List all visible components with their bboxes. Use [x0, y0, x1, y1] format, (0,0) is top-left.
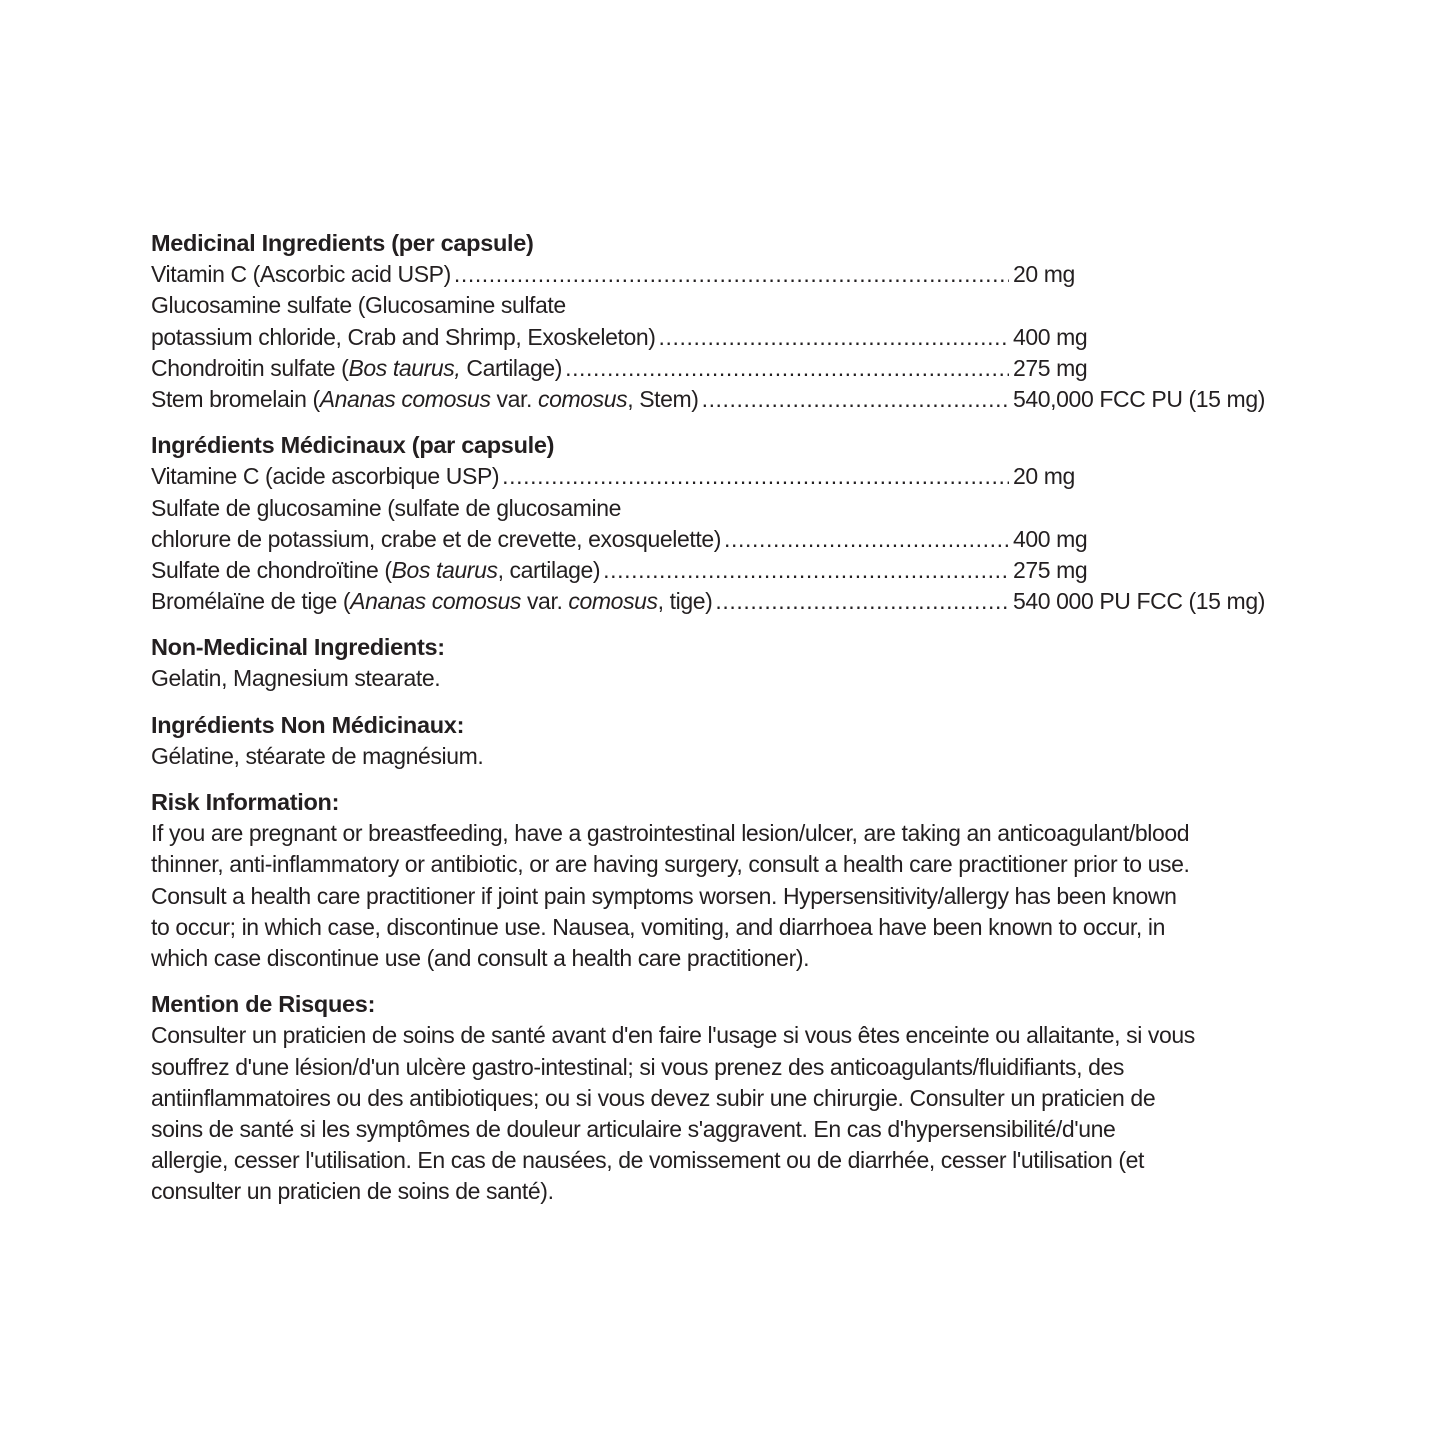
ingredient-amount: 400 mg — [1013, 525, 1088, 552]
ingredient-name-text: Cartilage) — [460, 354, 563, 381]
section-text: Gelatin, Magnesium stearate. — [151, 665, 441, 692]
ingredient-name-line: Sulfate de glucosamine (sulfate de glucosamine — [151, 494, 622, 521]
ingredient-name — [151, 586, 712, 617]
ingredient-amount: 275 mg — [1013, 556, 1088, 583]
risk-paragraph — [151, 818, 1291, 974]
ingredient-name — [151, 384, 699, 415]
paragraph-line: antiinflammatoires ou des antibiotiques; ou si vous devez subir une chirurgie. Consulter un praticien de — [151, 1084, 1156, 1111]
ingredient-amount: 540 000 PU FCC (15 mg) — [1013, 588, 1265, 615]
ingredient-row-vitamin-c — [151, 461, 1291, 492]
section-heading: Medicinal Ingredients (per capsule) — [151, 230, 534, 256]
paragraph-line: to occur; in which case, discontinue use. Nausea, vomiting, and diarrhoea have been known to occur, in — [151, 913, 1165, 940]
dot-leader — [659, 322, 1009, 353]
ingredient-name-text: , cartilage) — [497, 556, 601, 583]
paragraph-line: souffrez d'une lésion/d'un ulcère gastro-intestinal; si vous prenez des anticoagulants/fluidifiants, des — [151, 1053, 1124, 1080]
dot-leader — [454, 259, 1009, 290]
paragraph-line: allergie, cesser l'utilisation. En cas de nausées, de vomissement ou de diarrhée, cesser l'utilisation (et — [151, 1147, 1144, 1174]
ingredient-name-text: Bromélaïne de tige ( — [151, 588, 351, 615]
species-name: Ananas comosus — [319, 385, 491, 412]
risk-information-en — [151, 787, 1291, 974]
risk-information-fr — [151, 989, 1291, 1207]
paragraph-line: which case discontinue use (and consult a health care practitioner). — [151, 945, 810, 972]
risk-paragraph — [151, 1020, 1291, 1207]
species-name: Bos taurus — [391, 556, 498, 583]
product-label-panel — [151, 228, 1291, 1208]
paragraph-line: Consulter un praticien de soins de santé avant d'en faire l'usage si vous êtes enceinte ou allaitante, si vous — [151, 1022, 1195, 1049]
ingredient-name-text: , tige) — [657, 588, 713, 615]
ingredient-name-text: var. — [520, 588, 569, 615]
ingredient-name-text: , Stem) — [627, 385, 699, 412]
ingredient-name: Vitamine C (acide ascorbique USP) — [151, 463, 500, 490]
ingredient-name-text: Sulfate de chondroïtine ( — [151, 556, 392, 583]
section-heading: Ingrédients Non Médicinaux: — [151, 711, 465, 738]
species-name: Bos taurus, — [348, 354, 461, 381]
ingredient-name: Vitamin C (Ascorbic acid USP) — [151, 261, 451, 288]
ingredient-row-bromelain — [151, 384, 1291, 415]
dot-leader — [724, 524, 1009, 555]
paragraph-line: If you are pregnant or breastfeeding, have a gastrointestinal lesion/ulcer, are taking an anticoagulant/blood — [151, 820, 1190, 847]
ingredient-row-glucosamine — [151, 524, 1291, 555]
paragraph-line: thinner, anti-inflammatory or antibiotic, or are having surgery, consult a health care practitioner prior to use. — [151, 851, 1190, 878]
ingredient-row-glucosamine — [151, 322, 1291, 353]
section-heading: Non-Medicinal Ingredients: — [151, 634, 445, 661]
paragraph-line: Consult a health care practitioner if joint pain symptoms worsen. Hypersensitivity/allergy has been known — [151, 882, 1177, 909]
dot-leader — [702, 384, 1009, 415]
ingredient-amount: 400 mg — [1013, 323, 1088, 350]
paragraph-line: soins de santé si les symptômes de douleur articulaire s'aggravent. En cas d'hypersensibilité/d'une — [151, 1115, 1116, 1142]
variety-name: comosus — [538, 385, 628, 412]
ingredient-row-vitamin-c — [151, 259, 1291, 290]
ingredient-name: potassium chloride, Crab and Shrimp, Exoskeleton) — [151, 323, 656, 350]
non-medicinal-ingredients-en — [151, 632, 1291, 694]
non-medicinal-ingredients-fr — [151, 710, 1291, 772]
ingredient-name — [151, 353, 562, 384]
ingredient-amount: 540,000 FCC PU (15 mg) — [1013, 385, 1265, 412]
ingredient-name-text: Stem bromelain ( — [151, 385, 320, 412]
variety-name: comosus — [568, 588, 658, 615]
ingredient-name: chlorure de potassium, crabe et de crevette, exosquelette) — [151, 525, 722, 552]
dot-leader — [565, 353, 1009, 384]
species-name: Ananas comosus — [350, 588, 521, 615]
dot-leader — [603, 555, 1009, 586]
ingredient-row-bromelain — [151, 586, 1291, 617]
section-heading: Mention de Risques: — [151, 991, 376, 1018]
ingredient-name-text: Chondroitin sulfate ( — [151, 354, 349, 381]
ingredient-row-chondroitin — [151, 353, 1291, 384]
ingredient-name — [151, 555, 600, 586]
dot-leader — [502, 461, 1009, 492]
section-text: Gélatine, stéarate de magnésium. — [151, 742, 484, 769]
ingredient-name-text: var. — [490, 385, 539, 412]
paragraph-line: consulter un praticien de soins de santé). — [151, 1178, 554, 1205]
ingredient-name-line: Glucosamine sulfate (Glucosamine sulfate — [151, 292, 566, 319]
ingredient-row-chondroitin — [151, 555, 1291, 586]
medicinal-ingredients-en — [151, 228, 1291, 415]
dot-leader — [715, 586, 1009, 617]
ingredient-amount: 275 mg — [1013, 354, 1088, 381]
ingredient-amount: 20 mg — [1013, 463, 1075, 490]
section-heading: Ingrédients Médicinaux (par capsule) — [151, 432, 555, 459]
medicinal-ingredients-fr — [151, 430, 1291, 617]
ingredient-amount: 20 mg — [1013, 261, 1075, 288]
section-heading: Risk Information: — [151, 789, 340, 816]
